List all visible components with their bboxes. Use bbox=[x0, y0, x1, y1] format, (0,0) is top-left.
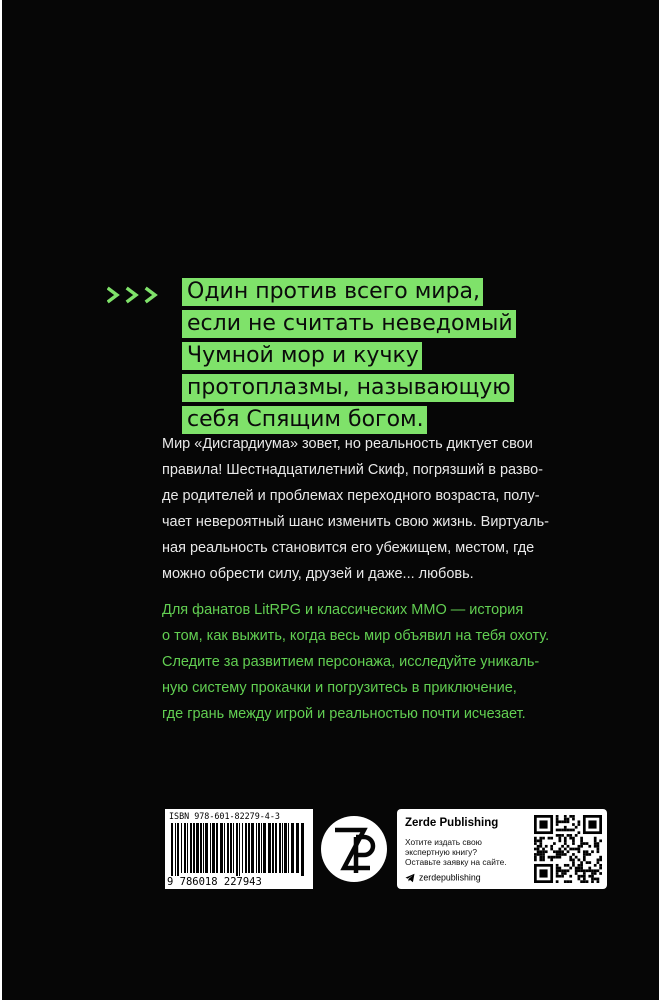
qr-module bbox=[575, 869, 578, 872]
qr-module bbox=[578, 878, 581, 881]
headline-quote bbox=[182, 276, 562, 436]
barcode-bar bbox=[251, 823, 254, 873]
barcode-bar bbox=[275, 823, 277, 873]
barcode-bar bbox=[190, 823, 192, 873]
telegram-icon bbox=[405, 873, 415, 883]
barcode-bar bbox=[227, 823, 229, 873]
description-line: чает невероятный шанс изменить свою жизнь. Виртуаль- bbox=[162, 514, 549, 530]
qr-module bbox=[556, 880, 559, 883]
qr-module bbox=[534, 859, 537, 862]
isbn-barcode bbox=[165, 809, 313, 889]
qr-module bbox=[599, 856, 602, 859]
description-line: Мир «Дисгардиума» зовет, но реальность диктует свои bbox=[162, 436, 533, 452]
qr-module bbox=[556, 875, 559, 878]
barcode-bar bbox=[200, 823, 202, 873]
qr-module bbox=[583, 878, 586, 881]
qr-module bbox=[539, 856, 542, 859]
qr-module bbox=[567, 820, 570, 823]
qr-module bbox=[561, 875, 564, 878]
qr-module bbox=[537, 853, 540, 856]
qr-module bbox=[578, 831, 581, 834]
qr-module bbox=[583, 859, 586, 862]
qr-module bbox=[583, 853, 586, 856]
qr-module bbox=[569, 848, 572, 851]
qr-module bbox=[556, 823, 559, 826]
qr-finder bbox=[539, 869, 547, 877]
qr-module bbox=[588, 861, 591, 864]
qr-finder bbox=[588, 820, 596, 828]
qr-module bbox=[553, 842, 556, 845]
qr-module bbox=[597, 859, 600, 862]
qr-module bbox=[569, 856, 572, 859]
pitch-line: где грань между игрой и реальностью почти исчезает. bbox=[162, 706, 526, 722]
qr-module bbox=[572, 818, 575, 821]
qr-module bbox=[575, 848, 578, 851]
headline-line: Один против всего мира, bbox=[182, 276, 562, 308]
qr-module bbox=[564, 842, 567, 845]
qr-module bbox=[580, 867, 583, 870]
barcode-bar bbox=[193, 823, 195, 873]
qr-module bbox=[594, 869, 597, 872]
qr-module bbox=[599, 872, 602, 875]
qr-module bbox=[550, 837, 553, 840]
barcode-bar bbox=[212, 823, 215, 873]
qr-module bbox=[583, 869, 586, 872]
qr-module bbox=[588, 875, 591, 878]
qr-module bbox=[561, 872, 564, 875]
qr-module bbox=[586, 861, 589, 864]
publisher-pitch-line: Хотите издать свою bbox=[405, 837, 482, 847]
qr-module bbox=[580, 869, 583, 872]
telegram-link-label: zerdepublishing bbox=[419, 872, 481, 883]
barcode-bar bbox=[272, 823, 274, 873]
barcode-bars bbox=[169, 823, 309, 879]
qr-module bbox=[564, 872, 567, 875]
qr-module bbox=[539, 853, 542, 856]
barcode-bar bbox=[196, 823, 199, 873]
qr-module bbox=[556, 850, 559, 853]
description-line: ная реальность становится его убежищем, местом, где bbox=[162, 540, 535, 556]
qr-module bbox=[580, 880, 583, 883]
description-paragraph bbox=[162, 431, 582, 587]
qr-module bbox=[583, 842, 586, 845]
qr-module bbox=[558, 820, 561, 823]
qr-module bbox=[539, 839, 542, 842]
pitch-paragraph bbox=[162, 597, 582, 727]
qr-module bbox=[591, 850, 594, 853]
qr-module bbox=[558, 837, 561, 840]
qr-module bbox=[534, 856, 537, 859]
qr-module bbox=[575, 826, 578, 829]
barcode-bar bbox=[175, 823, 176, 879]
qr-module bbox=[580, 839, 583, 842]
barcode-bar bbox=[233, 823, 234, 873]
triple-arrow-icon bbox=[107, 284, 167, 306]
qr-module bbox=[564, 869, 567, 872]
qr-module bbox=[564, 826, 567, 829]
qr-module bbox=[564, 853, 567, 856]
barcode-bar bbox=[282, 823, 283, 873]
qr-module bbox=[556, 818, 559, 821]
qr-module bbox=[556, 834, 559, 837]
qr-module bbox=[567, 850, 570, 853]
barcode-bar bbox=[203, 823, 204, 873]
barcode-bar bbox=[258, 823, 260, 873]
publisher-pitch bbox=[405, 837, 533, 867]
qr-module bbox=[561, 850, 564, 853]
description-line: де родителей и проблемах переходного возраста, полу- bbox=[162, 488, 540, 504]
qr-module bbox=[564, 820, 567, 823]
qr-module bbox=[556, 867, 559, 870]
qr-module bbox=[539, 859, 542, 862]
qr-module bbox=[542, 856, 545, 859]
qr-module bbox=[550, 859, 553, 862]
qr-module bbox=[599, 867, 602, 870]
qr-module bbox=[580, 845, 583, 848]
qr-module bbox=[567, 845, 570, 848]
book-back-cover bbox=[2, 0, 659, 1000]
qr-module bbox=[564, 864, 567, 867]
publisher-promo bbox=[397, 809, 607, 889]
qr-module bbox=[580, 864, 583, 867]
qr-module bbox=[556, 815, 559, 818]
qr-module bbox=[564, 848, 567, 851]
qr-module bbox=[556, 820, 559, 823]
qr-module bbox=[594, 845, 597, 848]
qr-module bbox=[545, 850, 548, 853]
qr-module bbox=[534, 842, 537, 845]
qr-module bbox=[597, 842, 600, 845]
qr-module bbox=[561, 834, 564, 837]
qr-module bbox=[578, 850, 581, 853]
barcode-bar bbox=[296, 823, 299, 873]
pitch-line: Следите за развитием персонажа, исследуйте уникаль- bbox=[162, 654, 540, 670]
barcode-bar bbox=[284, 823, 287, 873]
qr-module bbox=[553, 856, 556, 859]
publisher-logo bbox=[320, 815, 388, 883]
qr-module bbox=[556, 864, 559, 867]
qr-module bbox=[580, 861, 583, 864]
qr-module bbox=[575, 834, 578, 837]
qr-module bbox=[558, 867, 561, 870]
qr-module bbox=[586, 850, 589, 853]
barcode-bar bbox=[268, 823, 271, 873]
qr-module bbox=[561, 869, 564, 872]
qr-module bbox=[591, 875, 594, 878]
qr-module bbox=[558, 850, 561, 853]
headline-line: Чумной мор и кучку bbox=[182, 340, 562, 372]
qr-module bbox=[537, 839, 540, 842]
qr-module bbox=[534, 848, 537, 851]
qr-module bbox=[572, 859, 575, 862]
pitch-line: о том, как выжить, когда весь мир объявил на тебя охоту. bbox=[162, 628, 550, 644]
qr-module bbox=[558, 848, 561, 851]
qr-module bbox=[539, 842, 542, 845]
qr-module bbox=[567, 864, 570, 867]
qr-module bbox=[558, 834, 561, 837]
qr-module bbox=[578, 869, 581, 872]
qr-module bbox=[594, 872, 597, 875]
qr-module bbox=[539, 850, 542, 853]
qr-module bbox=[597, 845, 600, 848]
barcode-bar bbox=[177, 823, 179, 879]
qr-module bbox=[599, 839, 602, 842]
qr-module bbox=[578, 859, 581, 862]
qr-module bbox=[572, 853, 575, 856]
barcode-bar bbox=[184, 823, 186, 873]
barcode-bar bbox=[288, 823, 289, 873]
qr-module bbox=[567, 829, 570, 832]
qr-module bbox=[572, 815, 575, 818]
qr-module bbox=[588, 845, 591, 848]
qr-module bbox=[597, 880, 600, 883]
qr-module bbox=[583, 850, 586, 853]
qr-module bbox=[569, 867, 572, 870]
qr-module bbox=[558, 856, 561, 859]
qr-module bbox=[556, 856, 559, 859]
barcode-bar bbox=[220, 823, 223, 873]
publisher-pitch-line: Оставьте заявку на сайте. bbox=[405, 857, 507, 867]
qr-module bbox=[591, 872, 594, 875]
barcode-bar bbox=[181, 823, 182, 873]
qr-module bbox=[550, 848, 553, 851]
barcode-bar bbox=[291, 823, 294, 873]
barcode-bar bbox=[210, 823, 211, 873]
qr-module bbox=[572, 848, 575, 851]
qr-module bbox=[578, 823, 581, 826]
qr-module bbox=[575, 856, 578, 859]
qr-module bbox=[558, 875, 561, 878]
qr-module bbox=[548, 856, 551, 859]
barcode-bar bbox=[279, 823, 281, 873]
qr-module bbox=[569, 859, 572, 862]
qr-module bbox=[578, 845, 581, 848]
qr-module bbox=[578, 875, 581, 878]
qr-finder bbox=[539, 820, 547, 828]
qr-module bbox=[572, 861, 575, 864]
barcode-bar bbox=[187, 823, 188, 873]
qr-module bbox=[597, 869, 600, 872]
qr-module bbox=[578, 867, 581, 870]
qr-module bbox=[542, 837, 545, 840]
qr-module bbox=[534, 839, 537, 842]
publisher-pitch-line: экспертную книгу? bbox=[405, 847, 478, 857]
qr-module bbox=[586, 869, 589, 872]
qr-module bbox=[561, 820, 564, 823]
barcode-bar bbox=[242, 823, 243, 873]
qr-module bbox=[537, 845, 540, 848]
qr-module bbox=[578, 848, 581, 851]
qr-module bbox=[580, 842, 583, 845]
qr-module bbox=[537, 850, 540, 853]
qr-module bbox=[575, 867, 578, 870]
qr-module bbox=[588, 853, 591, 856]
barcode-bar bbox=[205, 823, 208, 873]
qr-module bbox=[572, 829, 575, 832]
qr-module bbox=[591, 869, 594, 872]
barcode-bar bbox=[256, 823, 257, 873]
qr-module bbox=[586, 853, 589, 856]
qr-module bbox=[539, 845, 542, 848]
qr-module bbox=[575, 872, 578, 875]
qr-module bbox=[572, 837, 575, 840]
qr-module bbox=[564, 837, 567, 840]
qr-module bbox=[580, 875, 583, 878]
qr-module bbox=[569, 815, 572, 818]
qr-module bbox=[558, 829, 561, 832]
qr-module bbox=[564, 880, 567, 883]
description-line: можно обрести силу, друзей и даже... любовь. bbox=[162, 566, 474, 582]
qr-module bbox=[569, 880, 572, 883]
qr-module bbox=[594, 842, 597, 845]
qr-module bbox=[591, 880, 594, 883]
qr-module bbox=[548, 837, 551, 840]
qr-module bbox=[569, 829, 572, 832]
qr-module bbox=[564, 829, 567, 832]
qr-module bbox=[572, 864, 575, 867]
qr-module bbox=[542, 853, 545, 856]
qr-module bbox=[542, 848, 545, 851]
qr-module bbox=[537, 848, 540, 851]
qr-module bbox=[583, 880, 586, 883]
qr-module bbox=[550, 845, 553, 848]
barcode-bar bbox=[263, 823, 266, 873]
barcode-bar bbox=[248, 823, 250, 873]
publisher-name: Zerde Publishing bbox=[405, 817, 499, 829]
qr-module bbox=[556, 872, 559, 875]
qr-module bbox=[564, 818, 567, 821]
qr-module bbox=[594, 864, 597, 867]
qr-module bbox=[545, 845, 548, 848]
barcode-bar bbox=[171, 823, 173, 879]
qr-module bbox=[558, 869, 561, 872]
qr-module bbox=[583, 875, 586, 878]
isbn-digits: 9 786018 227943 bbox=[167, 876, 311, 888]
qr-module bbox=[569, 834, 572, 837]
headline-line: если не считать неведомый bbox=[182, 308, 562, 340]
qr-module bbox=[572, 839, 575, 842]
barcode-bar bbox=[236, 823, 238, 879]
qr-module bbox=[594, 878, 597, 881]
headline-line: себя Спящим богом. bbox=[182, 404, 562, 436]
qr-module bbox=[578, 864, 581, 867]
pitch-line: ную систему прокачки и погрузитесь в приключение, bbox=[162, 680, 517, 696]
qr-module bbox=[534, 853, 537, 856]
headline-line: протоплазмы, называющую bbox=[182, 372, 562, 404]
qr-module bbox=[564, 839, 567, 842]
qr-module bbox=[594, 837, 597, 840]
telegram-link[interactable] bbox=[405, 872, 481, 883]
qr-module bbox=[567, 818, 570, 821]
qr-module bbox=[599, 859, 602, 862]
qr-module bbox=[586, 880, 589, 883]
qr-module bbox=[588, 869, 591, 872]
pitch-line: Для фанатов LitRPG и классических MMO — история bbox=[162, 602, 524, 618]
barcode-bar bbox=[224, 823, 225, 873]
qr-module bbox=[542, 850, 545, 853]
qr-module bbox=[561, 853, 564, 856]
qr-module bbox=[591, 878, 594, 881]
qr-module bbox=[553, 850, 556, 853]
qr-module bbox=[558, 839, 561, 842]
barcode-bar bbox=[216, 823, 218, 873]
qr-module bbox=[556, 853, 559, 856]
isbn-label: ISBN 978-601-82279-4-3 bbox=[169, 811, 280, 821]
qr-module bbox=[561, 845, 564, 848]
barcode-bar bbox=[301, 823, 304, 879]
qr-module bbox=[542, 859, 545, 862]
qr-module bbox=[569, 837, 572, 840]
qr-module bbox=[534, 837, 537, 840]
barcode-bar bbox=[245, 823, 247, 873]
qr-module bbox=[567, 880, 570, 883]
barcode-bar bbox=[261, 823, 262, 873]
qr-module bbox=[556, 869, 559, 872]
qr-module bbox=[583, 872, 586, 875]
qr-module bbox=[594, 839, 597, 842]
description-line: правила! Шестнадцатилетний Скиф, погрязший в разво- bbox=[162, 462, 544, 478]
qr-module bbox=[572, 842, 575, 845]
qr-module bbox=[569, 875, 572, 878]
qr-module bbox=[599, 864, 602, 867]
qr-module bbox=[561, 829, 564, 832]
qr-module bbox=[539, 837, 542, 840]
barcode-bar bbox=[230, 823, 232, 873]
qr-module bbox=[567, 869, 570, 872]
qr-module bbox=[558, 853, 561, 856]
qr-code[interactable] bbox=[534, 815, 602, 883]
qr-module bbox=[564, 815, 567, 818]
qr-module bbox=[550, 856, 553, 859]
qr-module bbox=[597, 878, 600, 881]
qr-module bbox=[556, 829, 559, 832]
qr-module bbox=[572, 823, 575, 826]
qr-module bbox=[567, 834, 570, 837]
qr-module bbox=[578, 820, 581, 823]
qr-module bbox=[583, 856, 586, 859]
qr-module bbox=[597, 861, 600, 864]
qr-module bbox=[597, 848, 600, 851]
qr-module bbox=[586, 842, 589, 845]
barcode-bar bbox=[239, 823, 240, 879]
qr-module bbox=[597, 850, 600, 853]
qr-module bbox=[588, 867, 591, 870]
qr-module bbox=[580, 837, 583, 840]
